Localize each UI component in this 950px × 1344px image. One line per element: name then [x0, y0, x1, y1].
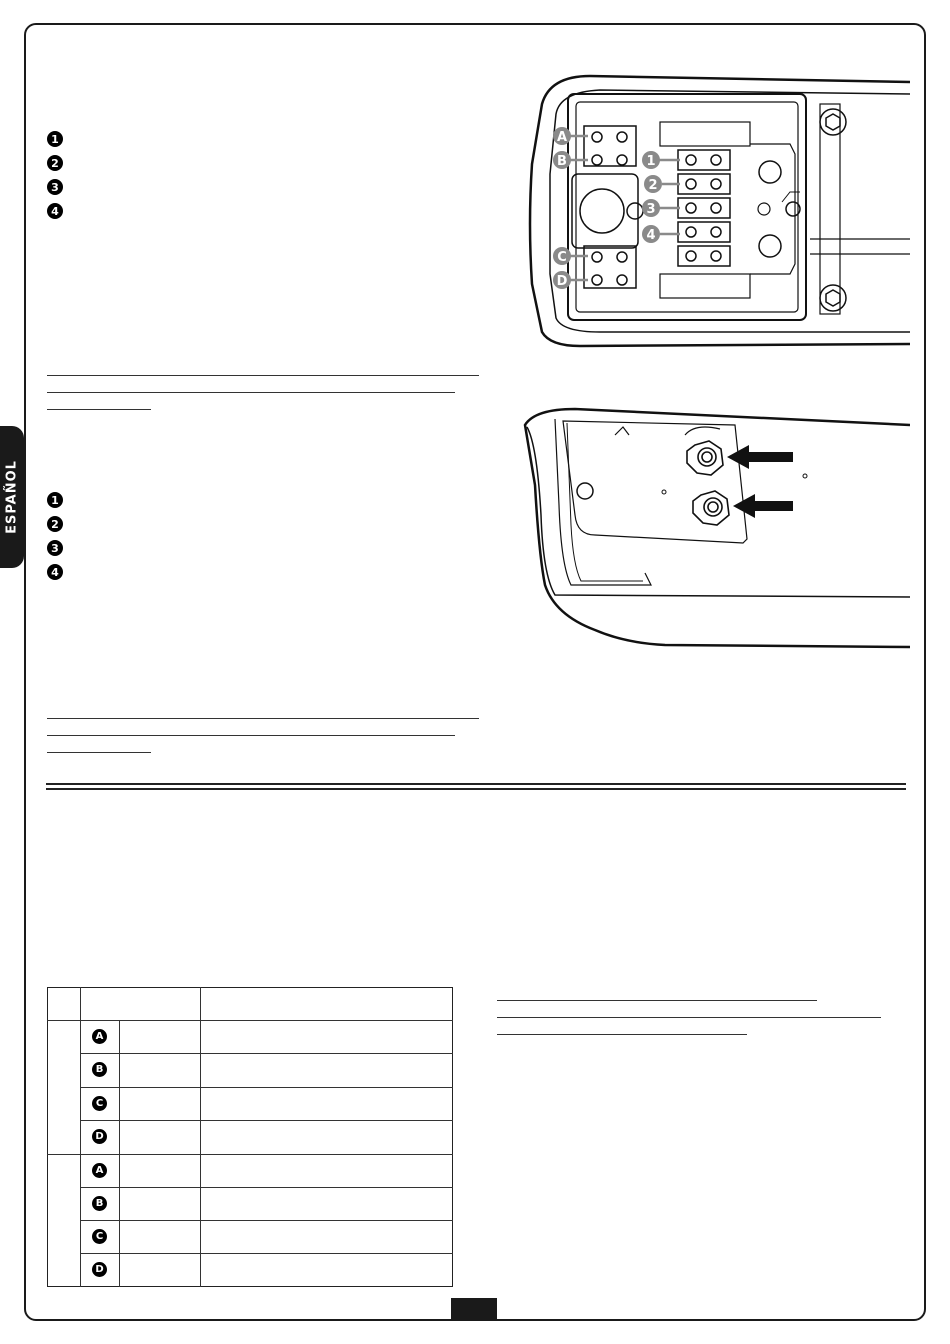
table-row-label: B [92, 1196, 107, 1211]
step-marker-3b: 3 [47, 540, 63, 556]
callout-3: 3 [646, 202, 656, 217]
page-number-box [451, 1298, 497, 1320]
underline-2b [47, 735, 455, 736]
section-divider-top [46, 783, 906, 785]
underline-2c [47, 752, 151, 753]
terminal-table [47, 987, 453, 1287]
callout-D: D [556, 274, 568, 289]
table-row-label: D [92, 1129, 107, 1144]
callout-4: 4 [646, 228, 656, 243]
note-line-3 [497, 1034, 747, 1035]
table-divider [47, 1020, 453, 1021]
callout-B: B [557, 154, 567, 169]
table-divider [200, 987, 201, 1287]
step-marker-2: 2 [47, 155, 63, 171]
table-divider [80, 1253, 453, 1254]
table-row-label: C [92, 1096, 107, 1111]
cable-gland-figure [515, 405, 910, 655]
terminal-block-figure [520, 74, 910, 354]
table-divider [80, 1053, 453, 1054]
language-tab [0, 426, 24, 568]
underline-2a [47, 718, 479, 719]
note-line-2 [497, 1017, 881, 1018]
table-divider [80, 1220, 453, 1221]
table-row-label: B [92, 1062, 107, 1077]
callout-A: A [556, 130, 568, 145]
underline-1b [47, 392, 455, 393]
step-marker-1b: 1 [47, 492, 63, 508]
underline-1c [47, 409, 151, 410]
table-row-label: C [92, 1229, 107, 1244]
step-marker-3: 3 [47, 179, 63, 195]
table-row-label: A [92, 1163, 107, 1178]
step-marker-2b: 2 [47, 516, 63, 532]
section-divider-bottom [46, 788, 906, 790]
callout-2: 2 [648, 178, 658, 193]
callout-C: C [557, 250, 567, 265]
table-divider [80, 1087, 453, 1088]
note-line-1 [497, 1000, 817, 1001]
callout-1: 1 [646, 154, 656, 169]
table-divider [80, 1120, 453, 1121]
table-divider [47, 1154, 453, 1155]
step-marker-4b: 4 [47, 564, 63, 580]
table-row-label: D [92, 1262, 107, 1277]
step-marker-1: 1 [47, 131, 63, 147]
table-divider [80, 1187, 453, 1188]
underline-1a [47, 375, 479, 376]
table-row-label: A [92, 1029, 107, 1044]
step-marker-4: 4 [47, 203, 63, 219]
language-tab-label: ESPAÑOL [4, 460, 20, 534]
table-divider [80, 987, 81, 1287]
